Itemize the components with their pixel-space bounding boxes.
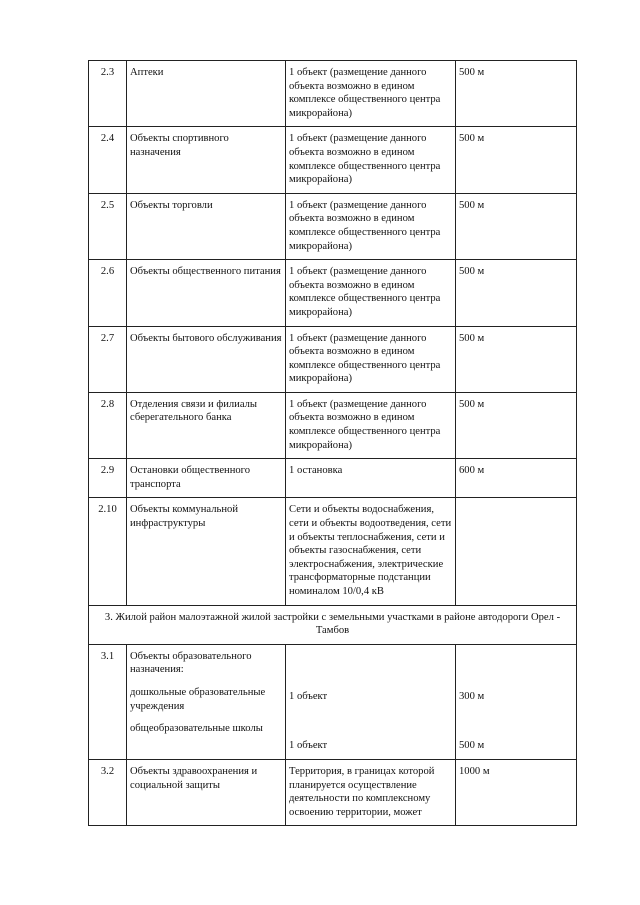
row-distance: 500 м	[456, 260, 577, 326]
table-row	[89, 61, 577, 127]
row-norm: Сети и объекты водоснабжения, сети и объекты водоотведения, сети и объекты теплоснабжения, сети и объекты газоснабжения, сети электроснабжения, электрические трансформаторные подстанции номиналом 10/0,4 кВ	[286, 498, 456, 605]
row-name: Объекты общественного питания	[127, 260, 286, 326]
row-name: Отделения связи и филиалы сберегательного банка	[127, 392, 286, 458]
row-norm: 1 объект (размещение данного объекта возможно в едином комплексе общественного центра микрорайона)	[286, 392, 456, 458]
row-name: Аптеки	[127, 61, 286, 127]
row-number: 2.9	[89, 459, 127, 498]
row-number: 2.8	[89, 392, 127, 458]
row-distance	[456, 498, 577, 605]
table-row	[89, 498, 577, 605]
row-norm: 1 объект (размещение данного объекта возможно в едином комплексе общественного центра микрорайона)	[286, 61, 456, 127]
row-number: 3.2	[89, 759, 127, 825]
row-distance: 600 м	[456, 459, 577, 498]
row-name: Объекты торговли	[127, 193, 286, 259]
table-row	[89, 193, 577, 259]
section-header-row	[89, 605, 577, 644]
row-distance: 500 м	[456, 392, 577, 458]
row-number: 2.7	[89, 326, 127, 392]
row-number: 2.10	[89, 498, 127, 605]
row-norm: 1 объект (размещение данного объекта возможно в едином комплексе общественного центра микрорайона)	[286, 127, 456, 193]
sub-item-distance: 300 м	[459, 690, 485, 702]
table-row	[89, 644, 577, 759]
row-norm-cell	[286, 644, 456, 759]
row-distance: 500 м	[456, 61, 577, 127]
table-body-section-2	[89, 61, 577, 606]
row-name: Объекты коммунальной инфраструктуры	[127, 498, 286, 605]
section-title: 3. Жилой район малоэтажной жилой застройки с земельными участками в районе автодороги Орел - Тамбов	[89, 605, 577, 644]
row-norm: 1 объект (размещение данного объекта возможно в едином комплексе общественного центра микрорайона)	[286, 326, 456, 392]
table-body-section-3	[89, 605, 577, 826]
row-norm: 1 объект (размещение данного объекта возможно в едином комплексе общественного центра микрорайона)	[286, 193, 456, 259]
row-name: Объекты здравоохранения и социальной защиты	[127, 759, 286, 825]
row-norm: 1 объект (размещение данного объекта возможно в едином комплексе общественного центра микрорайона)	[286, 260, 456, 326]
table-row	[89, 127, 577, 193]
row-name: Объекты образовательного назначения:	[130, 650, 252, 676]
table-row	[89, 759, 577, 825]
row-name: Остановки общественного транспорта	[127, 459, 286, 498]
row-distance: 1000 м	[456, 759, 577, 825]
table-row	[89, 326, 577, 392]
row-name-cell	[127, 644, 286, 759]
row-number: 2.3	[89, 61, 127, 127]
sub-item-distance: 500 м	[459, 740, 485, 752]
row-distance-cell	[456, 644, 577, 759]
row-distance: 500 м	[456, 193, 577, 259]
row-number: 2.5	[89, 193, 127, 259]
facilities-table	[88, 60, 577, 826]
row-distance: 500 м	[456, 326, 577, 392]
row-number: 3.1	[89, 644, 127, 759]
row-norm: 1 остановка	[286, 459, 456, 498]
sub-item-norm: 1 объект	[289, 690, 328, 702]
table-row	[89, 392, 577, 458]
row-name: Объекты бытового обслуживания	[127, 326, 286, 392]
row-number: 2.6	[89, 260, 127, 326]
sub-item-norm: 1 объект	[289, 740, 328, 752]
sub-item-name: общеобразовательные школы	[130, 723, 263, 735]
table-row	[89, 459, 577, 498]
row-number: 2.4	[89, 127, 127, 193]
row-distance: 500 м	[456, 127, 577, 193]
table-row	[89, 260, 577, 326]
row-name: Объекты спортивного назначения	[127, 127, 286, 193]
row-norm: Территория, в границах которой планируется осуществление деятельности по комплексному освоению территории, может	[286, 759, 456, 825]
sub-item-name: дошкольные образовательные учреждения	[130, 686, 266, 712]
